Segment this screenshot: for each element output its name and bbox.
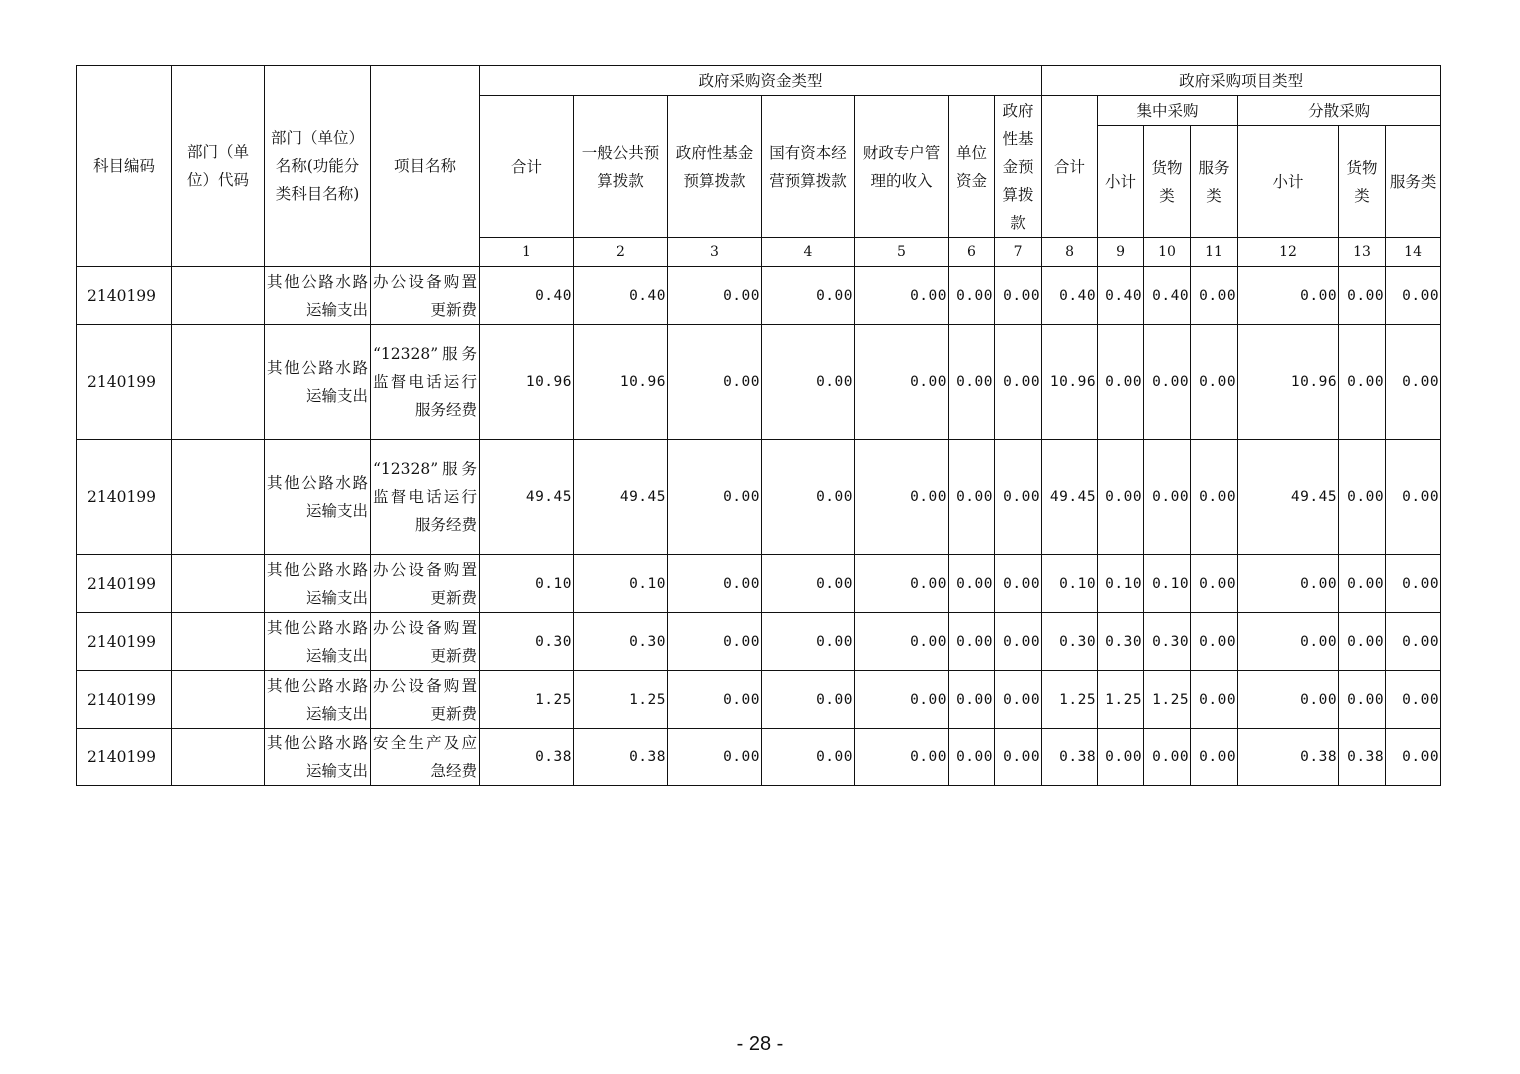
value-cell: 0.00 (855, 325, 949, 440)
subject-code-cell: 2140199 (77, 267, 172, 325)
value-cell: 0.00 (949, 613, 995, 671)
project-name-cell: “12328”服务监督电话运行服务经费 (371, 325, 480, 440)
column-number: 6 (949, 238, 995, 267)
value-cell: 0.00 (855, 555, 949, 613)
dept-code-cell (172, 267, 265, 325)
dept-name-cell: 其他公路水路运输支出 (265, 440, 371, 555)
value-cell: 0.00 (1386, 613, 1441, 671)
value-cell: 10.96 (574, 325, 668, 440)
value-cell: 0.00 (949, 267, 995, 325)
subject-code-cell: 2140199 (77, 671, 172, 729)
value-cell: 0.38 (574, 729, 668, 786)
value-cell: 0.00 (1386, 671, 1441, 729)
subject-code-cell: 2140199 (77, 440, 172, 555)
value-cell: 0.00 (762, 729, 855, 786)
value-cell: 0.00 (949, 325, 995, 440)
value-cell: 0.40 (1098, 267, 1144, 325)
value-cell: 0.30 (1098, 613, 1144, 671)
value-cell: 0.00 (995, 671, 1042, 729)
column-number: 9 (1098, 238, 1144, 267)
value-cell: 0.00 (1386, 440, 1441, 555)
value-cell: 0.30 (480, 613, 574, 671)
dept-code-cell (172, 440, 265, 555)
value-cell: 0.00 (668, 671, 762, 729)
dept-code-cell (172, 555, 265, 613)
value-cell: 0.00 (1386, 267, 1441, 325)
header-total-2: 合计 (1042, 96, 1098, 238)
value-cell: 0.00 (762, 555, 855, 613)
value-cell: 0.00 (855, 267, 949, 325)
value-cell: 0.10 (574, 555, 668, 613)
value-cell: 0.00 (1098, 729, 1144, 786)
column-number: 1 (480, 238, 574, 267)
value-cell: 0.00 (668, 325, 762, 440)
header-gov-fund: 政府性基金预算拨款 (668, 96, 762, 238)
column-number: 8 (1042, 238, 1098, 267)
value-cell: 0.00 (762, 267, 855, 325)
value-cell: 0.00 (668, 555, 762, 613)
value-cell: 49.45 (1042, 440, 1098, 555)
value-cell: 49.45 (574, 440, 668, 555)
table-row (77, 267, 1441, 325)
value-cell: 0.30 (1144, 613, 1191, 671)
value-cell: 0.00 (1098, 325, 1144, 440)
value-cell: 0.38 (1339, 729, 1386, 786)
header-project-type-group: 政府采购项目类型 (1042, 66, 1441, 96)
value-cell: 0.00 (855, 671, 949, 729)
dept-name-cell: 其他公路水路运输支出 (265, 555, 371, 613)
value-cell: 0.00 (1339, 613, 1386, 671)
column-number: 13 (1339, 238, 1386, 267)
value-cell: 0.00 (1191, 729, 1238, 786)
value-cell: 0.40 (574, 267, 668, 325)
value-cell: 49.45 (1238, 440, 1339, 555)
dept-name-cell: 其他公路水路运输支出 (265, 729, 371, 786)
value-cell: 0.00 (949, 555, 995, 613)
value-cell: 0.00 (1191, 325, 1238, 440)
dept-code-cell (172, 325, 265, 440)
value-cell: 1.25 (1042, 671, 1098, 729)
header-service-short: 服务类 (1191, 126, 1238, 238)
header-subtotal: 小计 (1098, 126, 1144, 238)
column-number: 7 (995, 238, 1042, 267)
value-cell: 0.38 (1042, 729, 1098, 786)
header-subject-code: 科目编码 (77, 66, 172, 267)
subject-code-cell: 2140199 (77, 555, 172, 613)
value-cell: 0.00 (1144, 440, 1191, 555)
project-name-cell: 办公设备购置更新费 (371, 555, 480, 613)
value-cell: 0.00 (995, 325, 1042, 440)
value-cell: 0.00 (1386, 729, 1441, 786)
subject-code-cell: 2140199 (77, 613, 172, 671)
value-cell: 0.00 (995, 440, 1042, 555)
value-cell: 0.00 (995, 267, 1042, 325)
header-project-name: 项目名称 (371, 66, 480, 267)
value-cell: 1.25 (574, 671, 668, 729)
value-cell: 0.00 (1191, 440, 1238, 555)
table-row (77, 671, 1441, 729)
column-number: 14 (1386, 238, 1441, 267)
header-central: 集中采购 (1098, 96, 1238, 126)
header-unit-fund: 单位资金 (949, 96, 995, 238)
value-cell: 0.00 (762, 440, 855, 555)
value-cell: 10.96 (1042, 325, 1098, 440)
value-cell: 0.00 (995, 555, 1042, 613)
value-cell: 0.00 (1191, 267, 1238, 325)
value-cell: 0.00 (1238, 671, 1339, 729)
header-service-2: 服务类 (1386, 126, 1441, 238)
table-row (77, 729, 1441, 786)
project-name-cell: 办公设备购置更新费 (371, 613, 480, 671)
header-state-capital: 国有资本经营预算拨款 (762, 96, 855, 238)
value-cell: 0.00 (668, 729, 762, 786)
table-row (77, 440, 1441, 555)
value-cell: 0.38 (1238, 729, 1339, 786)
project-name-cell: “12328”服务监督电话运行服务经费 (371, 440, 480, 555)
subject-code-cell: 2140199 (77, 729, 172, 786)
value-cell: 1.25 (1144, 671, 1191, 729)
value-cell: 0.00 (1238, 267, 1339, 325)
project-name-cell: 安全生产及应急经费 (371, 729, 480, 786)
value-cell: 1.25 (480, 671, 574, 729)
value-cell: 0.30 (574, 613, 668, 671)
header-total: 合计 (480, 96, 574, 238)
header-subtotal-2: 小计 (1238, 126, 1339, 238)
header-gov-fund-budget: 政府性基金预算拨款 (995, 96, 1042, 238)
header-fund-type-group: 政府采购资金类型 (480, 66, 1042, 96)
dept-code-cell (172, 729, 265, 786)
header-goods: 货物类 (1144, 126, 1191, 238)
header-dept-code: 部门（单位）代码 (172, 66, 265, 267)
page-number: - 28 - (736, 1033, 784, 1055)
value-cell: 0.00 (1339, 267, 1386, 325)
column-number: 4 (762, 238, 855, 267)
column-number: 10 (1144, 238, 1191, 267)
value-cell: 0.00 (668, 267, 762, 325)
value-cell: 0.00 (1144, 325, 1191, 440)
value-cell: 0.00 (1098, 440, 1144, 555)
value-cell: 0.30 (1042, 613, 1098, 671)
dept-name-cell: 其他公路水路运输支出 (265, 325, 371, 440)
value-cell: 0.00 (855, 440, 949, 555)
dept-name-cell: 其他公路水路运输支出 (265, 613, 371, 671)
value-cell: 0.10 (1042, 555, 1098, 613)
header-goods-2: 货物类 (1339, 126, 1386, 238)
value-cell: 0.00 (1339, 440, 1386, 555)
value-cell: 1.25 (1098, 671, 1144, 729)
value-cell: 0.00 (1339, 671, 1386, 729)
dept-name-cell: 其他公路水路运输支出 (265, 671, 371, 729)
column-number: 2 (574, 238, 668, 267)
value-cell: 0.00 (1339, 325, 1386, 440)
value-cell: 0.40 (480, 267, 574, 325)
dept-name-cell: 其他公路水路运输支出 (265, 267, 371, 325)
value-cell: 0.40 (1144, 267, 1191, 325)
header-general-budget: 一般公共预算拨款 (574, 96, 668, 238)
value-cell: 0.00 (855, 729, 949, 786)
value-cell: 0.00 (1339, 555, 1386, 613)
column-number: 3 (668, 238, 762, 267)
value-cell: 10.96 (480, 325, 574, 440)
value-cell: 0.00 (668, 440, 762, 555)
value-cell: 49.45 (480, 440, 574, 555)
value-cell: 0.38 (480, 729, 574, 786)
header-dispersed: 分散采购 (1238, 96, 1441, 126)
value-cell: 0.00 (949, 440, 995, 555)
table-row (77, 555, 1441, 613)
value-cell: 0.00 (1191, 671, 1238, 729)
value-cell: 0.10 (480, 555, 574, 613)
value-cell: 0.00 (1386, 325, 1441, 440)
value-cell: 0.00 (1386, 555, 1441, 613)
value-cell: 0.40 (1042, 267, 1098, 325)
value-cell: 0.00 (995, 729, 1042, 786)
subject-code-cell: 2140199 (77, 325, 172, 440)
column-number: 12 (1238, 238, 1339, 267)
value-cell: 0.00 (949, 671, 995, 729)
table-row (77, 613, 1441, 671)
dept-code-cell (172, 613, 265, 671)
value-cell: 10.96 (1238, 325, 1339, 440)
value-cell: 0.00 (995, 613, 1042, 671)
value-cell: 0.00 (1191, 555, 1238, 613)
value-cell: 0.00 (1144, 729, 1191, 786)
value-cell: 0.00 (1238, 555, 1339, 613)
dept-code-cell (172, 671, 265, 729)
value-cell: 0.00 (762, 325, 855, 440)
value-cell: 0.00 (1238, 613, 1339, 671)
value-cell: 0.00 (762, 671, 855, 729)
procurement-table (76, 65, 1441, 786)
header-dept-name: 部门（单位）名称(功能分类科目名称) (265, 66, 371, 267)
header-special-account: 财政专户管理的收入 (855, 96, 949, 238)
value-cell: 0.00 (1191, 613, 1238, 671)
project-name-cell: 办公设备购置更新费 (371, 267, 480, 325)
value-cell: 0.00 (668, 613, 762, 671)
project-name-cell: 办公设备购置更新费 (371, 671, 480, 729)
value-cell: 0.10 (1098, 555, 1144, 613)
value-cell: 0.00 (855, 613, 949, 671)
column-number: 11 (1191, 238, 1238, 267)
column-number: 5 (855, 238, 949, 267)
table-row (77, 325, 1441, 440)
value-cell: 0.00 (949, 729, 995, 786)
value-cell: 0.10 (1144, 555, 1191, 613)
value-cell: 0.00 (762, 613, 855, 671)
